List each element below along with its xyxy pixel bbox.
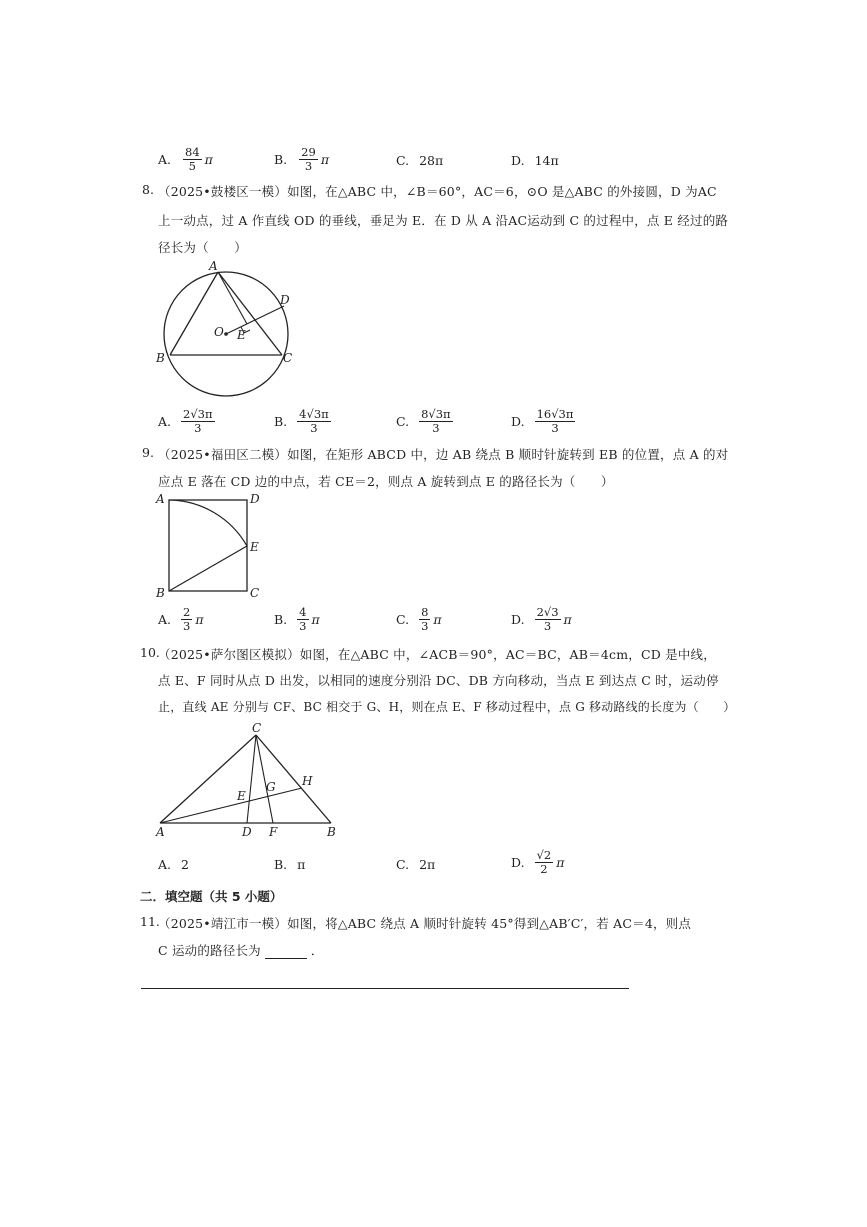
label-f: F xyxy=(269,825,278,839)
label-b: B xyxy=(327,825,336,839)
option-letter: C. xyxy=(396,612,410,627)
q8-text-line-1: （2025•鼓楼区一模）如图，在△ABC 中，∠B＝60°，AC＝6，⊙O 是△ABC 的外接圆，D 为AC xyxy=(158,184,717,199)
option-suffix: π xyxy=(204,152,213,167)
option-letter: C. xyxy=(396,857,410,872)
label-e: E xyxy=(237,328,246,342)
label-d: D xyxy=(242,825,252,839)
option-suffix: π xyxy=(311,612,320,627)
option-letter: D. xyxy=(511,855,525,870)
q8-option-c xyxy=(396,408,455,435)
section-heading: 二．填空题（共 5 小题） xyxy=(140,889,283,904)
q10-option-c xyxy=(396,857,435,872)
q9-text-line-1: （2025•福田区二模）如图，在矩形 ABCD 中，边 AB 绕点 B 顺时针旋转到 EB 的位置，点 A 的对 xyxy=(158,447,729,462)
line-ah xyxy=(160,788,302,823)
fraction xyxy=(419,408,453,435)
q10-option-b xyxy=(274,857,305,872)
option-letter: B. xyxy=(274,152,288,167)
q8-text-line-3: 径长为（ ） xyxy=(158,240,247,255)
q7-option-a xyxy=(158,146,213,173)
fraction xyxy=(183,146,202,173)
option-suffix: π xyxy=(433,612,442,627)
median-cd xyxy=(247,735,256,823)
option-text: 2π xyxy=(419,857,436,872)
option-letter: A. xyxy=(158,857,172,872)
numerator: 4 xyxy=(299,605,307,619)
numerator: 2√3π xyxy=(183,407,213,421)
question-number: 9. xyxy=(142,445,154,460)
center-point xyxy=(224,332,228,336)
q11-text-before-blank: C 运动的路径长为 xyxy=(158,943,261,958)
q10-text-line-3: 止，直线 AE 分别与 CF、BC 相交于 G、H，则在点 E、F 移动过程中，点 G 移动路线的长度为（ ） xyxy=(158,700,736,714)
label-a: A xyxy=(209,259,218,273)
rectangle-abcd xyxy=(169,500,247,591)
option-suffix: π xyxy=(563,612,572,627)
option-letter: D. xyxy=(511,153,525,168)
denominator: 3 xyxy=(432,421,440,435)
q10-option-a xyxy=(158,857,189,872)
denominator: 3 xyxy=(194,421,202,435)
label-g: G xyxy=(266,780,276,794)
denominator: 3 xyxy=(183,619,191,633)
denominator: 2 xyxy=(540,862,548,876)
q7-option-c xyxy=(396,153,443,168)
q11-text-after-blank: ． xyxy=(310,943,324,958)
q10-option-d xyxy=(511,849,564,876)
fraction xyxy=(181,408,215,435)
segment-be xyxy=(169,546,247,591)
numerator: √2 xyxy=(536,848,552,862)
q9-option-d xyxy=(511,606,572,633)
fraction xyxy=(535,849,554,876)
denominator: 3 xyxy=(551,421,559,435)
q8-option-b xyxy=(274,408,333,435)
label-e: E xyxy=(237,789,246,803)
option-letter: A. xyxy=(158,152,172,167)
label-a: A xyxy=(156,492,165,506)
q9-option-b xyxy=(274,606,320,633)
question-number: 11. xyxy=(140,914,160,929)
numerator: 16√3π xyxy=(536,407,574,421)
numerator: 84 xyxy=(185,145,200,159)
denominator: 3 xyxy=(421,619,429,633)
line-ae xyxy=(218,272,247,324)
q9-text-line-2: 应点 E 落在 CD 边的中点，若 CE＝2，则点 A 旋转到点 E 的路径长为（ ） xyxy=(158,474,614,489)
side-bc xyxy=(256,735,331,823)
label-o: O xyxy=(214,325,224,339)
numerator: 8 xyxy=(421,605,429,619)
q9-option-c xyxy=(396,606,442,633)
fraction xyxy=(535,606,561,633)
fraction xyxy=(535,408,576,435)
q7-option-b xyxy=(274,146,329,173)
fraction xyxy=(297,408,331,435)
q8-circle-diagram xyxy=(150,258,310,403)
side-ac xyxy=(218,272,282,355)
fraction xyxy=(181,606,192,633)
option-letter: B. xyxy=(274,414,288,429)
q11-text-line-2 xyxy=(158,941,324,959)
fraction xyxy=(419,606,430,633)
option-letter: C. xyxy=(396,153,410,168)
label-c: C xyxy=(252,721,262,735)
label-b: B xyxy=(156,351,165,365)
option-letter: D. xyxy=(511,612,525,627)
label-d: D xyxy=(280,293,290,307)
q8-option-a xyxy=(158,408,217,435)
label-d: D xyxy=(250,492,260,506)
option-letter: C. xyxy=(396,414,410,429)
option-text: 28π xyxy=(419,153,444,168)
q10-text-line-2: 点 E、F 同时从点 D 出发，以相同的速度分别沿 DC、DB 方向移动，当点 E 到达点 C 时，运动停 xyxy=(158,673,719,688)
question-number: 10. xyxy=(140,645,160,660)
q9-rectangle-diagram xyxy=(150,490,270,602)
option-letter: A. xyxy=(158,612,172,627)
option-text: π xyxy=(297,857,306,872)
option-text: 2 xyxy=(181,857,189,872)
label-e: E xyxy=(250,540,259,554)
numerator: 2√3 xyxy=(536,605,559,619)
arc-ae xyxy=(169,500,247,546)
question-number: 8. xyxy=(142,182,154,197)
denominator: 3 xyxy=(543,619,552,633)
option-letter: A. xyxy=(158,414,172,429)
q7-option-d xyxy=(511,153,559,168)
option-suffix: π xyxy=(556,855,565,870)
side-ab xyxy=(170,272,218,355)
option-letter: D. xyxy=(511,414,525,429)
side-ac xyxy=(160,735,256,823)
q10-text-line-1: （2025•萨尔图区模拟）如图，在△ABC 中，∠ACB＝90°，AC＝BC，AB＝4cm，CD 是中线， xyxy=(158,647,716,662)
numerator: 2 xyxy=(183,605,191,619)
fraction xyxy=(297,606,308,633)
denominator: 3 xyxy=(304,159,313,173)
q8-text-line-2: 上一动点，过 A 作直线 OD 的垂线，垂足为 E．在 D 从 A 沿AC运动到 C 的过程中，点 E 经过的路 xyxy=(158,213,729,228)
q10-triangle-diagram xyxy=(150,718,350,840)
numerator: 29 xyxy=(301,145,316,159)
label-h: H xyxy=(302,774,313,788)
option-letter: B. xyxy=(274,857,288,872)
label-b: B xyxy=(156,586,165,600)
option-suffix: π xyxy=(320,152,330,167)
numerator: 8√3π xyxy=(421,407,451,421)
option-text: 14π xyxy=(534,153,559,168)
denominator: 3 xyxy=(299,619,307,633)
option-suffix: π xyxy=(195,612,204,627)
page-divider xyxy=(141,988,629,989)
line-od xyxy=(226,306,284,334)
q8-option-d xyxy=(511,408,577,435)
label-a: A xyxy=(156,825,165,839)
label-c: C xyxy=(250,586,260,600)
label-c: C xyxy=(283,351,293,365)
q9-option-a xyxy=(158,606,204,633)
option-letter: B. xyxy=(274,612,288,627)
fraction xyxy=(299,146,318,173)
answer-blank[interactable] xyxy=(265,946,307,959)
denominator: 5 xyxy=(188,159,196,173)
segment-cf xyxy=(256,735,273,823)
denominator: 3 xyxy=(310,421,318,435)
q11-text-line-1: （2025•靖江市一模）如图，将△ABC 绕点 A 顺时针旋转 45°得到△AB′C′，若 AC＝4，则点 xyxy=(158,916,692,931)
numerator: 4√3π xyxy=(299,407,329,421)
